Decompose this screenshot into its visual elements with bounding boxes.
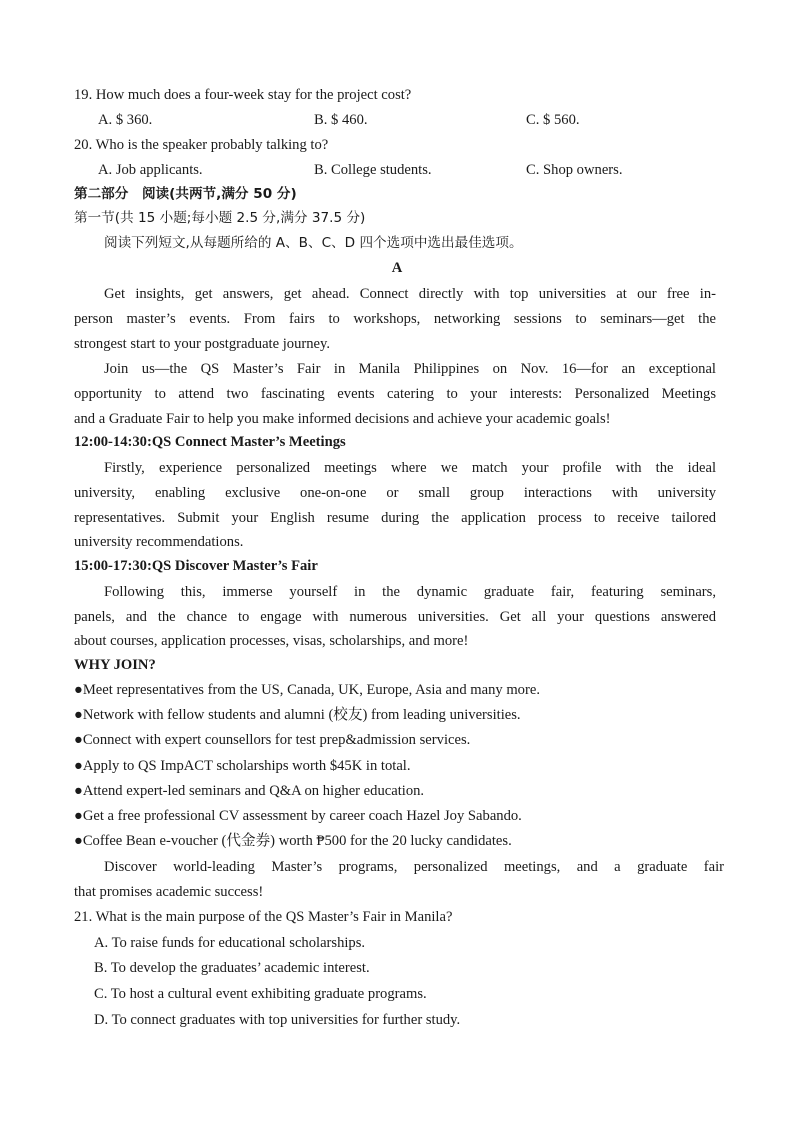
join-line: and a Graduate Fair to help you make informed decisions and achieve your academic goals!: [74, 411, 611, 427]
join-line: Join us—the QS Master’s Fair in Manila Philippines on Nov. 16—for an exceptional: [104, 361, 716, 377]
benefit-item: ●Meet representatives from the US, Canada, UK, Europe, Asia and many more.: [74, 682, 540, 698]
q19-option-b: B. $ 460.: [314, 112, 368, 128]
closing-line: Discover world-leading Master’s programs, personalized meetings, and a graduate fair: [104, 859, 724, 875]
fair-line: Following this, immerse yourself in the dynamic graduate fair, featuring seminars,: [104, 584, 716, 600]
bullet-icon: ●: [74, 758, 83, 774]
meetings-line: university, enabling exclusive one-on-one or small group interactions with university: [74, 485, 716, 501]
q20-question: 20. Who is the speaker probably talking to?: [74, 137, 329, 153]
benefit-item: ●Get a free professional CV assessment by career coach Hazel Joy Sabando.: [74, 808, 522, 824]
meetings-line: representatives. Submit your English resume during the application process to receive tailored: [74, 510, 716, 526]
fair-line: about courses, application processes, visas, scholarships, and more!: [74, 633, 469, 649]
benefit-item: ●Network with fellow students and alumni (校友) from leading universities.: [74, 707, 521, 723]
section1-instruction: 阅读下列短文,从每题所给的 A、B、C、D 四个选项中选出最佳选项。: [104, 235, 523, 251]
closing-line: that promises academic success!: [74, 884, 264, 900]
fair-heading: 15:00-17:30:QS Discover Master’s Fair: [74, 558, 318, 574]
meetings-line: Firstly, experience personalized meetings where we match your profile with the ideal: [104, 460, 716, 476]
join-line: opportunity to attend two fascinating events catering to your interests: Personalized Meetings: [74, 386, 716, 402]
bullet-icon: ●: [74, 732, 83, 748]
q21-option-d: D. To connect graduates with top universities for further study.: [94, 1012, 461, 1028]
meetings-line: university recommendations.: [74, 534, 244, 550]
q20-option-a: A. Job applicants.: [98, 162, 203, 178]
bullet-icon: ●: [74, 682, 83, 698]
why-join-heading: WHY JOIN?: [74, 657, 156, 673]
fair-line: panels, and the chance to engage with numerous universities. Get all your questions answered: [74, 609, 716, 625]
q21-option-a: A. To raise funds for educational scholarships.: [94, 935, 366, 951]
q19-option-a: A. $ 360.: [98, 112, 153, 128]
q21-option-b: B. To develop the graduates’ academic interest.: [94, 960, 370, 976]
bullet-icon: ●: [74, 808, 83, 824]
benefit-item: ●Coffee Bean e-voucher (代金券) worth ₱500 for the 20 lucky candidates.: [74, 833, 512, 849]
section1-heading: 第一节(共 15 小题;每小题 2.5 分,满分 37.5 分): [74, 210, 366, 226]
bullet-icon: ●: [74, 783, 83, 799]
benefit-item: ●Attend expert-led seminars and Q&A on higher education.: [74, 783, 425, 799]
part2-heading: 第二部分 阅读(共两节,满分 50 分): [74, 186, 297, 202]
q20-option-b: B. College students.: [314, 162, 432, 178]
passage-label: A: [391, 260, 403, 276]
bullet-icon: ●: [74, 707, 83, 723]
intro-line: person master’s events. From fairs to workshops, networking sessions to seminars—get the: [74, 311, 716, 327]
meetings-heading: 12:00-14:30:QS Connect Master’s Meetings: [74, 434, 346, 450]
q19-option-c: C. $ 560.: [526, 112, 580, 128]
q19-question: 19. How much does a four-week stay for the project cost?: [74, 87, 412, 103]
q20-option-c: C. Shop owners.: [526, 162, 623, 178]
q21-option-c: C. To host a cultural event exhibiting graduate programs.: [94, 986, 427, 1002]
benefit-item: ●Connect with expert counsellors for test prep&admission services.: [74, 732, 471, 748]
intro-line: strongest start to your postgraduate journey.: [74, 336, 331, 352]
q21-question: 21. What is the main purpose of the QS Master’s Fair in Manila?: [74, 909, 453, 925]
bullet-icon: ●: [74, 833, 83, 849]
benefit-item: ●Apply to QS ImpACT scholarships worth $45K in total.: [74, 758, 411, 774]
intro-line: Get insights, get answers, get ahead. Connect directly with top universities at our free in-: [104, 286, 716, 302]
